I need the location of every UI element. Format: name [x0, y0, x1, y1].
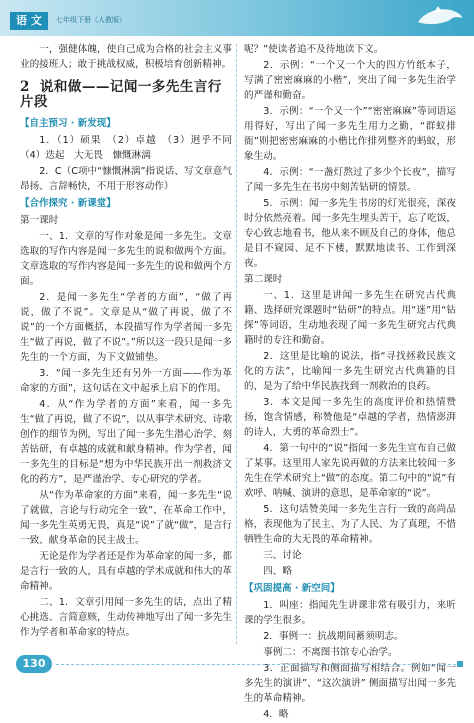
right-para-13: 2．事例一：抗战期间蓄须明志。: [263, 631, 404, 642]
right-para-16: 4．略: [263, 709, 289, 720]
tag-consolidate: 【巩固提高 · 新空间】: [244, 583, 340, 594]
right-column: [244, 42, 456, 723]
right-para-4: 4．示例：“一盏灯熬过了多少个长夜”，描写了闻一多先生在书房中刻苦钻研的情景。: [244, 167, 456, 193]
left-para-4: 4．从“作为学者的方面”来看，闻一多先生“做了再说，做了不说”，以从事学术研究、诗歌创作的细节为例，写出了闻一多先生潜心治学、刻苦钻研，有卓越的成就和献身精神。作为学者，闻一多先生的目标是“想为中华民族开出一剂救济文化的药方”，是严谨治学、专心研究的学者。: [20, 399, 232, 485]
right-para-12: 1．叫座：指闻先生讲课非常有吸引力，来听课的学生很多。: [244, 600, 456, 626]
column-divider: [236, 44, 237, 644]
section-title: [20, 80, 232, 110]
right-para-8: 3．本文是闻一多先生的高度评价和热情赞扬，饱含情感，称赞他是“卓越的学者，热情澎湃的诗人，大勇的革命烈士”。: [244, 397, 456, 438]
tag-cooperate: 【合作探究 · 新课堂】: [20, 198, 116, 209]
left-column: [20, 42, 242, 641]
right-para-11: 四、略: [263, 566, 292, 577]
right-para-1: 呢？”使读者追不及待地读下文。: [244, 44, 384, 55]
left-para-6: 无论是作为学者还是作为革命家的闻一多，都是言行一致的人，具有卓越的学术成就和伟大的革命精神。: [20, 551, 232, 592]
left-para-2: 2．是闻一多先生“学者的方面”，“做了再说，做了不说”。文章是从“做了再说，做了不说”的一个方面概括，本段描写作为学者闻一多先生“做了再说，做了不说”。”所以这一段只是闻一多先生的一个方面，为下文做铺垫。: [20, 292, 232, 363]
footer-dot: [457, 661, 463, 667]
lesson-one-title: 第一课时: [20, 215, 59, 226]
intro-text: 一，强健体魄，使自己成为合格的社会主义事业的接班人；敢于挑战权威，积极培育创新精神。: [20, 44, 232, 70]
lesson-two-title: 第二课时: [244, 274, 283, 285]
right-para-3: 3．示例：“一个又一个”“密密麻麻”等词语运用得好，写出了闻一多先生用力之勤，“群蚁排衙”则把密密麻麻的小楷比作排列整齐的蚂蚁，形象生动。: [244, 106, 456, 162]
answer-1: 1．（1）硕果 （2）卓越 （3）迥乎不同 （4）迭起 大无畏 慷慨淋漓: [20, 135, 242, 161]
right-para-2: 2．示例：“一个又一个大的四方竹纸本子，写满了密密麻麻的小楷”，突出了闻一多先生治学的严谨和勤奋。: [244, 60, 456, 101]
section-number: 2: [20, 79, 30, 95]
right-para-7: 2．这里是比喻的说法，指“寻找拯救民族文化的方法”，比喻闻一多先生研究古代典籍的目的，是为了给中华民族找到一剂救治的良药。: [244, 351, 456, 392]
right-para-14: 事例二：不离图书馆专心治学。: [263, 647, 398, 658]
left-para-3: 3．“闻一多先生还有另外一方面——作为革命家的方面”，这句话在文中起承上启下的作用。: [20, 368, 232, 394]
left-para-5: 从“作为革命家的方面”来看，闻一多先生“说了就做，言论与行动完全一致”，在革命工作中，闻一多先生英勇无畏，真是“说”了就“做”，是言行一致、献身革命的民主战士。: [20, 490, 232, 546]
section-title-text: 说和做——记闻一多先生言行片段: [20, 79, 222, 110]
right-para-9: 4．第一句中的“说”指闻一多先生宣布自己做了某事。这里用人家先说再做的方法来比较闻一多先生在学术研究上“做”的态度。第二句中的“说”有欢呼、呐喊、演讲的意思，是革命家的“说”。: [244, 443, 456, 499]
tag-preview: 【自主预习 · 新发现】: [20, 118, 116, 129]
book-tag: 七年级下册（人教版）: [56, 16, 126, 24]
right-para-15: 3．正面描写和侧面描写相结合。例如“闻一多先生的演讲”、“这次演讲” 侧面描写出闻一多先生的革命精神。: [244, 663, 456, 704]
footer-line: [56, 664, 456, 665]
page-number: 130: [16, 655, 52, 673]
right-para-5: 5．示例：闻一多先生书房的灯光很亮，深夜时分依然亮着。闻一多先生埋头苦干，忘了吃饭，专心致志地看书，他从来不顾及自己的身体，他总是目不窥园、足不下楼，默默地读书、工作到深夜。: [244, 198, 456, 269]
right-para-10: 5．这句话赞美闻一多先生言行一致的高尚品格，表现他为了民主、为了人民、为了真理，不惜牺牲生命的大无畏的革命精神。: [244, 504, 456, 545]
left-para-7: 二、1．文章引用闻一多先生的话，点出了精心挑选、言简意赅，生动传神地写出了闻一多先生作为学者和革命家的特点。: [20, 597, 232, 638]
dolphin-icon: [416, 4, 464, 30]
left-para-1: 一、1．文章的写作对象是闻一多先生。文章选取的写作内容是闻一多先生的说和做两个方面。文章选取的写作内容是闻一多先生的说和做两个方面。: [20, 231, 232, 287]
discussion-heading: 三、讨论: [263, 550, 302, 561]
answer-2: 2．C（C项中“慷慨淋漓”指说话、写文章意气昂扬、言辞畅快，不用于形容动作）: [20, 166, 232, 192]
subject-tag: 语 文: [10, 12, 48, 30]
right-para-6: 一、1．这里是讲闻一多先生在研究古代典籍、选择研究课题时“钻研”的特点。用“迷”用“钻探”等词语，生动地表现了闻一多先生研究古代典籍时的专注和勤奋。: [244, 290, 456, 346]
